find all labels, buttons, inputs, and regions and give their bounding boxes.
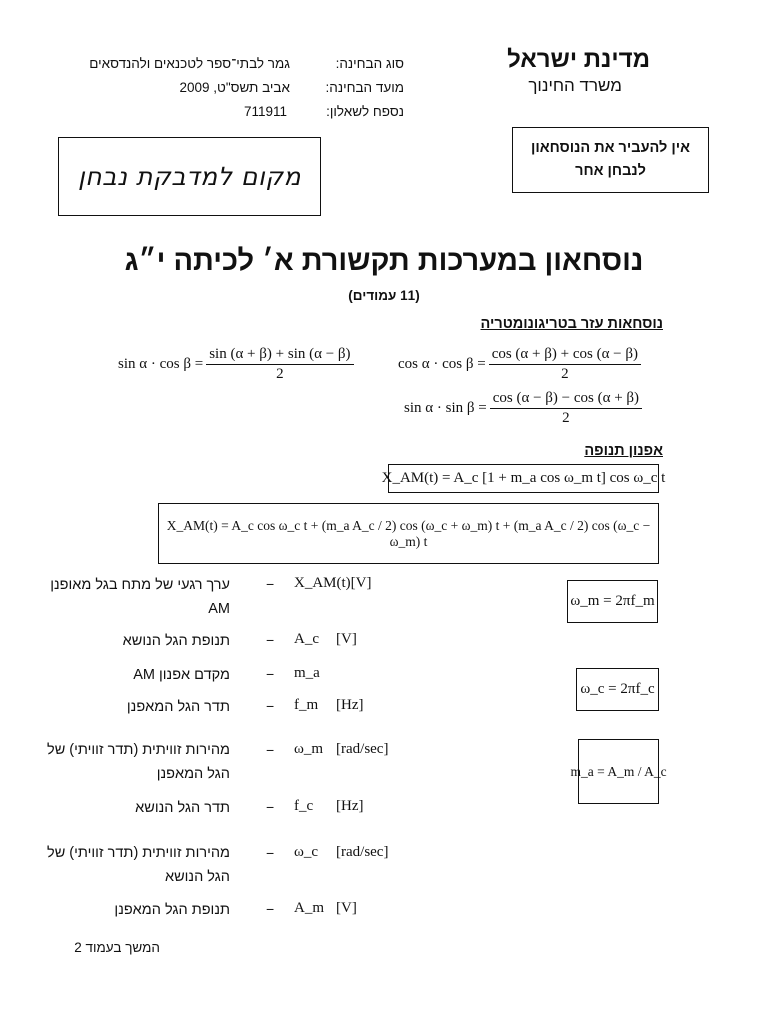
def-symbol-0: X_AM(t)[V]: [294, 575, 372, 591]
wc-box: [576, 668, 659, 711]
exam-type-value: גמר לבתי־ספר לטכנאים ולהנדסאים: [89, 56, 290, 71]
f3-lhs: sin α · sin β =: [404, 400, 487, 416]
def-unit-5: [Hz]: [336, 798, 364, 814]
def-desc-6: מהירות זוויתית (תדר זוויתי) של הגל הנושא: [47, 845, 230, 885]
def-symbol-4: ω_m: [294, 741, 324, 757]
am-equation-1: [381, 464, 666, 493]
def-unit-6: [rad/sec]: [336, 844, 389, 860]
def-desc-5: תדר הגל הנושא: [135, 800, 230, 816]
def-unit-7: [V]: [336, 900, 357, 916]
f3-numerator: cos (α − β) − cos (α + β): [490, 390, 642, 409]
def-symbol-7: A_m: [294, 900, 324, 916]
am-eq2-text: X_AM(t) = A_c cos ω_c t + (m_a A_c / 2) cos (ω_c + ω_m) t + (m_a A_c / 2) cos (ω_c − ω_m) t: [166, 517, 651, 549]
def-desc-3: תדר הגל המאפנן: [126, 699, 230, 715]
f1-denominator: 2: [276, 366, 284, 382]
appendix-label: נספח לשאלון:: [326, 104, 404, 119]
def-dash-4: −: [266, 742, 275, 758]
def-symbol-1: A_c: [294, 631, 319, 647]
def-dash-1: −: [266, 632, 275, 648]
ministry-name: משרד החינוך: [528, 76, 622, 95]
def-desc-4: מהירות זוויתית (תדר זוויתי) של הגל המאפנן: [47, 742, 230, 782]
exam-date-label: מועד הבחינה:: [325, 80, 404, 95]
wm-box: [567, 580, 658, 623]
f1-numerator: sin (α + β) + sin (α − β): [206, 346, 353, 365]
f2-numerator: cos (α + β) + cos (α − β): [489, 346, 641, 365]
def-dash-3: −: [266, 698, 275, 714]
def-dash-0: −: [266, 576, 275, 592]
def-unit-1: [V]: [336, 631, 357, 647]
am-heading: אפנון תנופה: [584, 443, 663, 459]
pages-note: (11 עמודים): [348, 288, 420, 303]
def-unit-4: [rad/sec]: [336, 741, 389, 757]
def-symbol-6: ω_c: [294, 844, 319, 860]
def-dash-7: −: [266, 901, 275, 917]
def-desc-2: מקדם אפנון AM: [133, 667, 230, 683]
wc-text: ω_c = 2πf_c: [580, 681, 655, 697]
notice-box: [512, 127, 709, 193]
def-symbol-2: m_a: [294, 665, 320, 681]
def-symbol-5: f_c: [294, 798, 314, 814]
def-dash-6: −: [266, 845, 275, 861]
am-equation-2: [158, 503, 659, 564]
f1-lhs: sin α · cos β =: [118, 356, 204, 372]
def-desc-7: תנופת הגל המאפנן: [114, 902, 230, 918]
exam-type-label: סוג הבחינה:: [335, 56, 404, 71]
f3-denominator: 2: [562, 410, 570, 426]
f3-fraction: [490, 390, 642, 427]
def-dash-5: −: [266, 799, 275, 815]
trig-heading: נוסחאות עזר בטריגונומטריה: [480, 316, 663, 332]
wm-text: ω_m = 2πf_m: [570, 593, 655, 609]
am-eq1-text: X_AM(t) = A_c [1 + m_a cos ω_m t] cos ω_c t: [381, 470, 666, 486]
ma-box: [570, 739, 667, 804]
f2-lhs: cos α · cos β =: [398, 356, 486, 372]
state-name: מדינת ישראל: [507, 46, 650, 73]
footer-continue: המשך בעמוד 2: [74, 940, 160, 955]
sticker-label: מקום למדבקת נבחן: [77, 162, 302, 191]
trig-formula-sin-sin: [404, 390, 645, 427]
notice-line-2: לנבחן אחר: [575, 163, 646, 179]
trig-formula-cos-cos: [398, 346, 644, 383]
trig-formula-sin-cos: [118, 346, 357, 383]
ma-text: m_a = A_m / A_c: [570, 763, 667, 779]
sticker-box: [58, 137, 321, 216]
notice-line-1: אין להעביר את הנוסחאון: [531, 140, 691, 156]
f2-fraction: [489, 346, 641, 383]
page-title: נוסחאון במערכות תקשורת א׳ לכיתה י״ג: [124, 245, 644, 277]
f2-denominator: 2: [561, 366, 569, 382]
f1-fraction: [206, 346, 353, 383]
def-symbol-3: f_m: [294, 697, 319, 713]
def-desc-1: תנופת הגל הנושא: [122, 633, 230, 649]
appendix-value: 711911: [244, 104, 288, 119]
exam-date-value: אביב תשס"ט, 2009: [179, 80, 290, 95]
def-dash-2: −: [266, 666, 275, 682]
def-unit-3: [Hz]: [336, 697, 364, 713]
def-desc-0: ערך רגעי של מתח בגל מאופנן AM: [50, 577, 230, 617]
